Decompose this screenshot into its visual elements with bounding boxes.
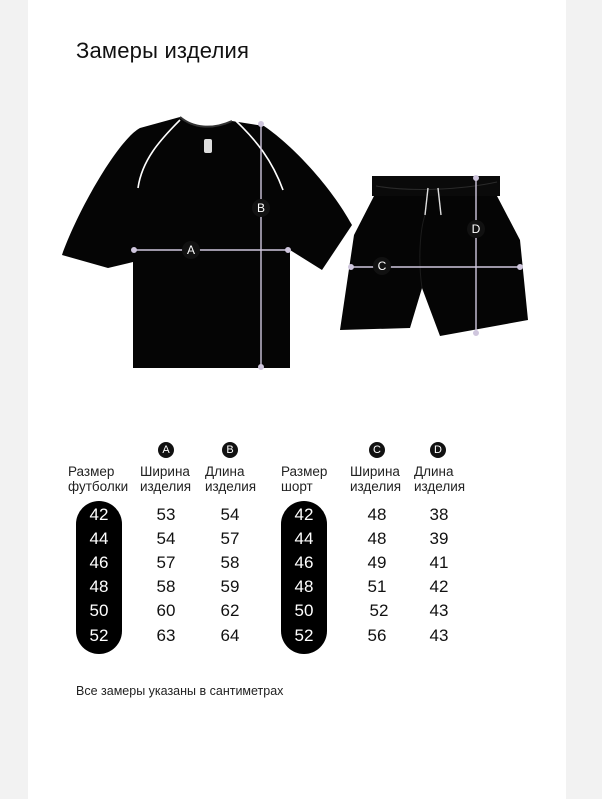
tshirt-width-cell: 58 xyxy=(156,577,176,596)
shorts-illustration xyxy=(340,176,528,336)
shorts-width-cell: 51 xyxy=(367,577,387,596)
column-b-icon: B xyxy=(222,442,238,458)
page-title: Замеры изделия xyxy=(76,38,250,63)
tshirt-size-cell: 42 xyxy=(89,505,109,524)
tshirt-illustration xyxy=(62,117,352,368)
tshirt-width-cell: 60 xyxy=(156,601,176,620)
shorts-width-header: Ширина изделия xyxy=(350,464,402,494)
marker-c-icon: C xyxy=(373,257,391,275)
tshirt-length-header: Длина изделия xyxy=(205,464,257,494)
tshirt-length-cell: 59 xyxy=(220,577,240,596)
tshirt-width-cell: 57 xyxy=(156,553,176,572)
tshirt-size-cell: 44 xyxy=(89,529,109,548)
shorts-length-cell: 43 xyxy=(429,626,449,645)
shorts-width-cell: 48 xyxy=(367,529,387,548)
shorts-size-header: Размер шорт xyxy=(281,464,328,494)
tshirt-length-cell: 54 xyxy=(220,505,240,524)
tshirt-length-cell: 62 xyxy=(220,601,240,620)
shorts-width-cell: 49 xyxy=(367,553,387,572)
tshirt-width-cell: 63 xyxy=(156,626,176,645)
shorts-length-cell: 39 xyxy=(429,529,449,548)
shorts-width-cell: 48 xyxy=(367,505,387,524)
shorts-size-cell: 48 xyxy=(294,577,314,596)
shorts-length-cell: 38 xyxy=(429,505,449,524)
column-c-icon: C xyxy=(369,442,385,458)
shorts-size-cell: 46 xyxy=(294,553,314,572)
shorts-size-cell: 50 xyxy=(294,601,314,620)
tshirt-size-cell: 48 xyxy=(89,577,109,596)
shorts-length-cell: 41 xyxy=(429,553,449,572)
tshirt-size-cell: 46 xyxy=(89,553,109,572)
tshirt-width-cell: 53 xyxy=(156,505,176,524)
shorts-length-cell: 42 xyxy=(429,577,449,596)
tshirt-size-cell: 52 xyxy=(89,626,109,645)
tshirt-size-cell: 50 xyxy=(89,601,109,620)
tshirt-length-cell: 64 xyxy=(220,626,240,645)
column-d-icon: D xyxy=(430,442,446,458)
shorts-length-header: Длина изделия xyxy=(414,464,466,494)
marker-a-icon: A xyxy=(182,241,200,259)
shorts-width-cell: 56 xyxy=(367,626,387,645)
units-footnote: Все замеры указаны в сантиметрах xyxy=(76,684,284,698)
tshirt-length-cell: 57 xyxy=(220,529,240,548)
shorts-size-cell: 44 xyxy=(294,529,314,548)
marker-d-icon: D xyxy=(467,220,485,238)
shorts-size-cell: 52 xyxy=(294,626,314,645)
tshirt-width-header: Ширина изделия xyxy=(140,464,192,494)
shorts-length-cell: 43 xyxy=(429,601,449,620)
tshirt-width-cell: 54 xyxy=(156,529,176,548)
shorts-width-cell: 52 xyxy=(369,601,389,620)
shorts-size-cell: 42 xyxy=(294,505,314,524)
tshirt-length-cell: 58 xyxy=(220,553,240,572)
tshirt-size-header: Размер футболки xyxy=(68,464,129,494)
column-a-icon: A xyxy=(158,442,174,458)
marker-b-icon: B xyxy=(252,199,270,217)
